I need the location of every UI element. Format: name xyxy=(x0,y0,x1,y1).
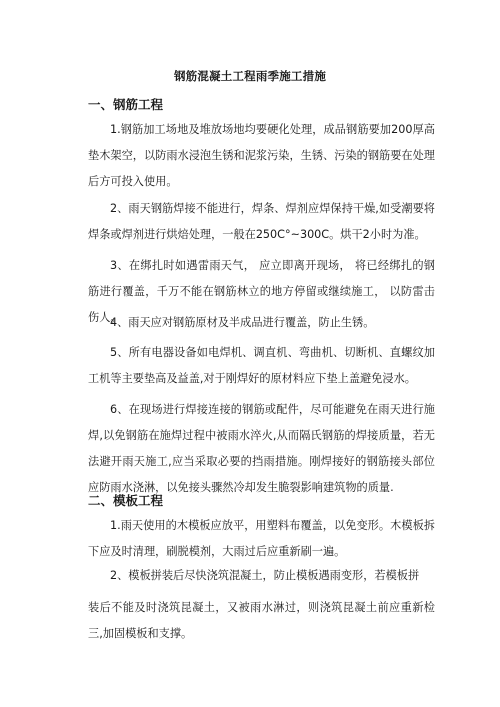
paragraph-rebar-2: 2、雨天钢筋焊接不能进行，焊条、焊剂应焊保持干燥,如受潮要将焊条或焊剂进行烘焙处理，一般在250C°~300C。烘干2小时为准。 xyxy=(88,202,435,241)
paragraph-formwork-2-continued: 装后不能及时浇筑昆凝土，又被雨水淋过，则浇筑昆凝土前应重新检三,加固模板和支撑。 xyxy=(88,601,435,640)
document-title: 钢筋混凝土工程雨季施工措施 xyxy=(173,69,327,83)
paragraph-rebar-4: 4、雨天应对钢筋原材及半成品进行覆盖，防止生锈。 xyxy=(110,316,375,329)
paragraph-formwork-1: 1.雨天使用的木模板应放平，用塑料布覆盖，以免变形。木模板拆下应及时清理，刷脱模剂，大雨过后应重新刷一遍。 xyxy=(88,519,435,558)
section-heading-rebar: 一、钢筋工程 xyxy=(88,97,164,112)
paragraph-rebar-1: 1.钢筋加工场地及堆放场地均要硬化处理，成品钢筋要加200厚高垫木架空，以防雨水浸泡生锈和泥浆污染，生锈、污染的钢筋要在处理后方可投入使用。 xyxy=(88,123,435,188)
paragraph-formwork-2: 2、模板拼装后尽快浇筑混凝土，防止模板遇雨变形，若模板拼 xyxy=(110,569,420,582)
paragraph-rebar-5: 5、所有电器设备如电焊机、调直机、弯曲机、切断机、直螺纹加工机等主要垫高及益盖,对于刚焊好的原材料应下垫上盖避免浸水。 xyxy=(88,346,435,385)
paragraph-rebar-6: 6、在现场进行焊接连接的钢筋或配件，尽可能避免在雨天进行施焊,以免钢筋在施焊过程中被雨水淬火,从而隔氏钢筋的焊接质量，若无法避开雨天施工,应当采取必要的挡雨措施。刚焊接好的钢筋接头部位应防雨水浇淋，以免接头骤然冷却发生脆裂影响建筑物的质量. xyxy=(88,403,435,494)
section-heading-formwork: 二、模板工程 xyxy=(88,493,164,508)
paragraph-rebar-3: 3、在绑扎时如遇雷雨天气， 应立即离开现场， 将已经绑扎的钢筋进行覆盖，千万不能在钢筋林立的地方停留或继续施工， 以防雷击伤人。 xyxy=(88,259,435,324)
